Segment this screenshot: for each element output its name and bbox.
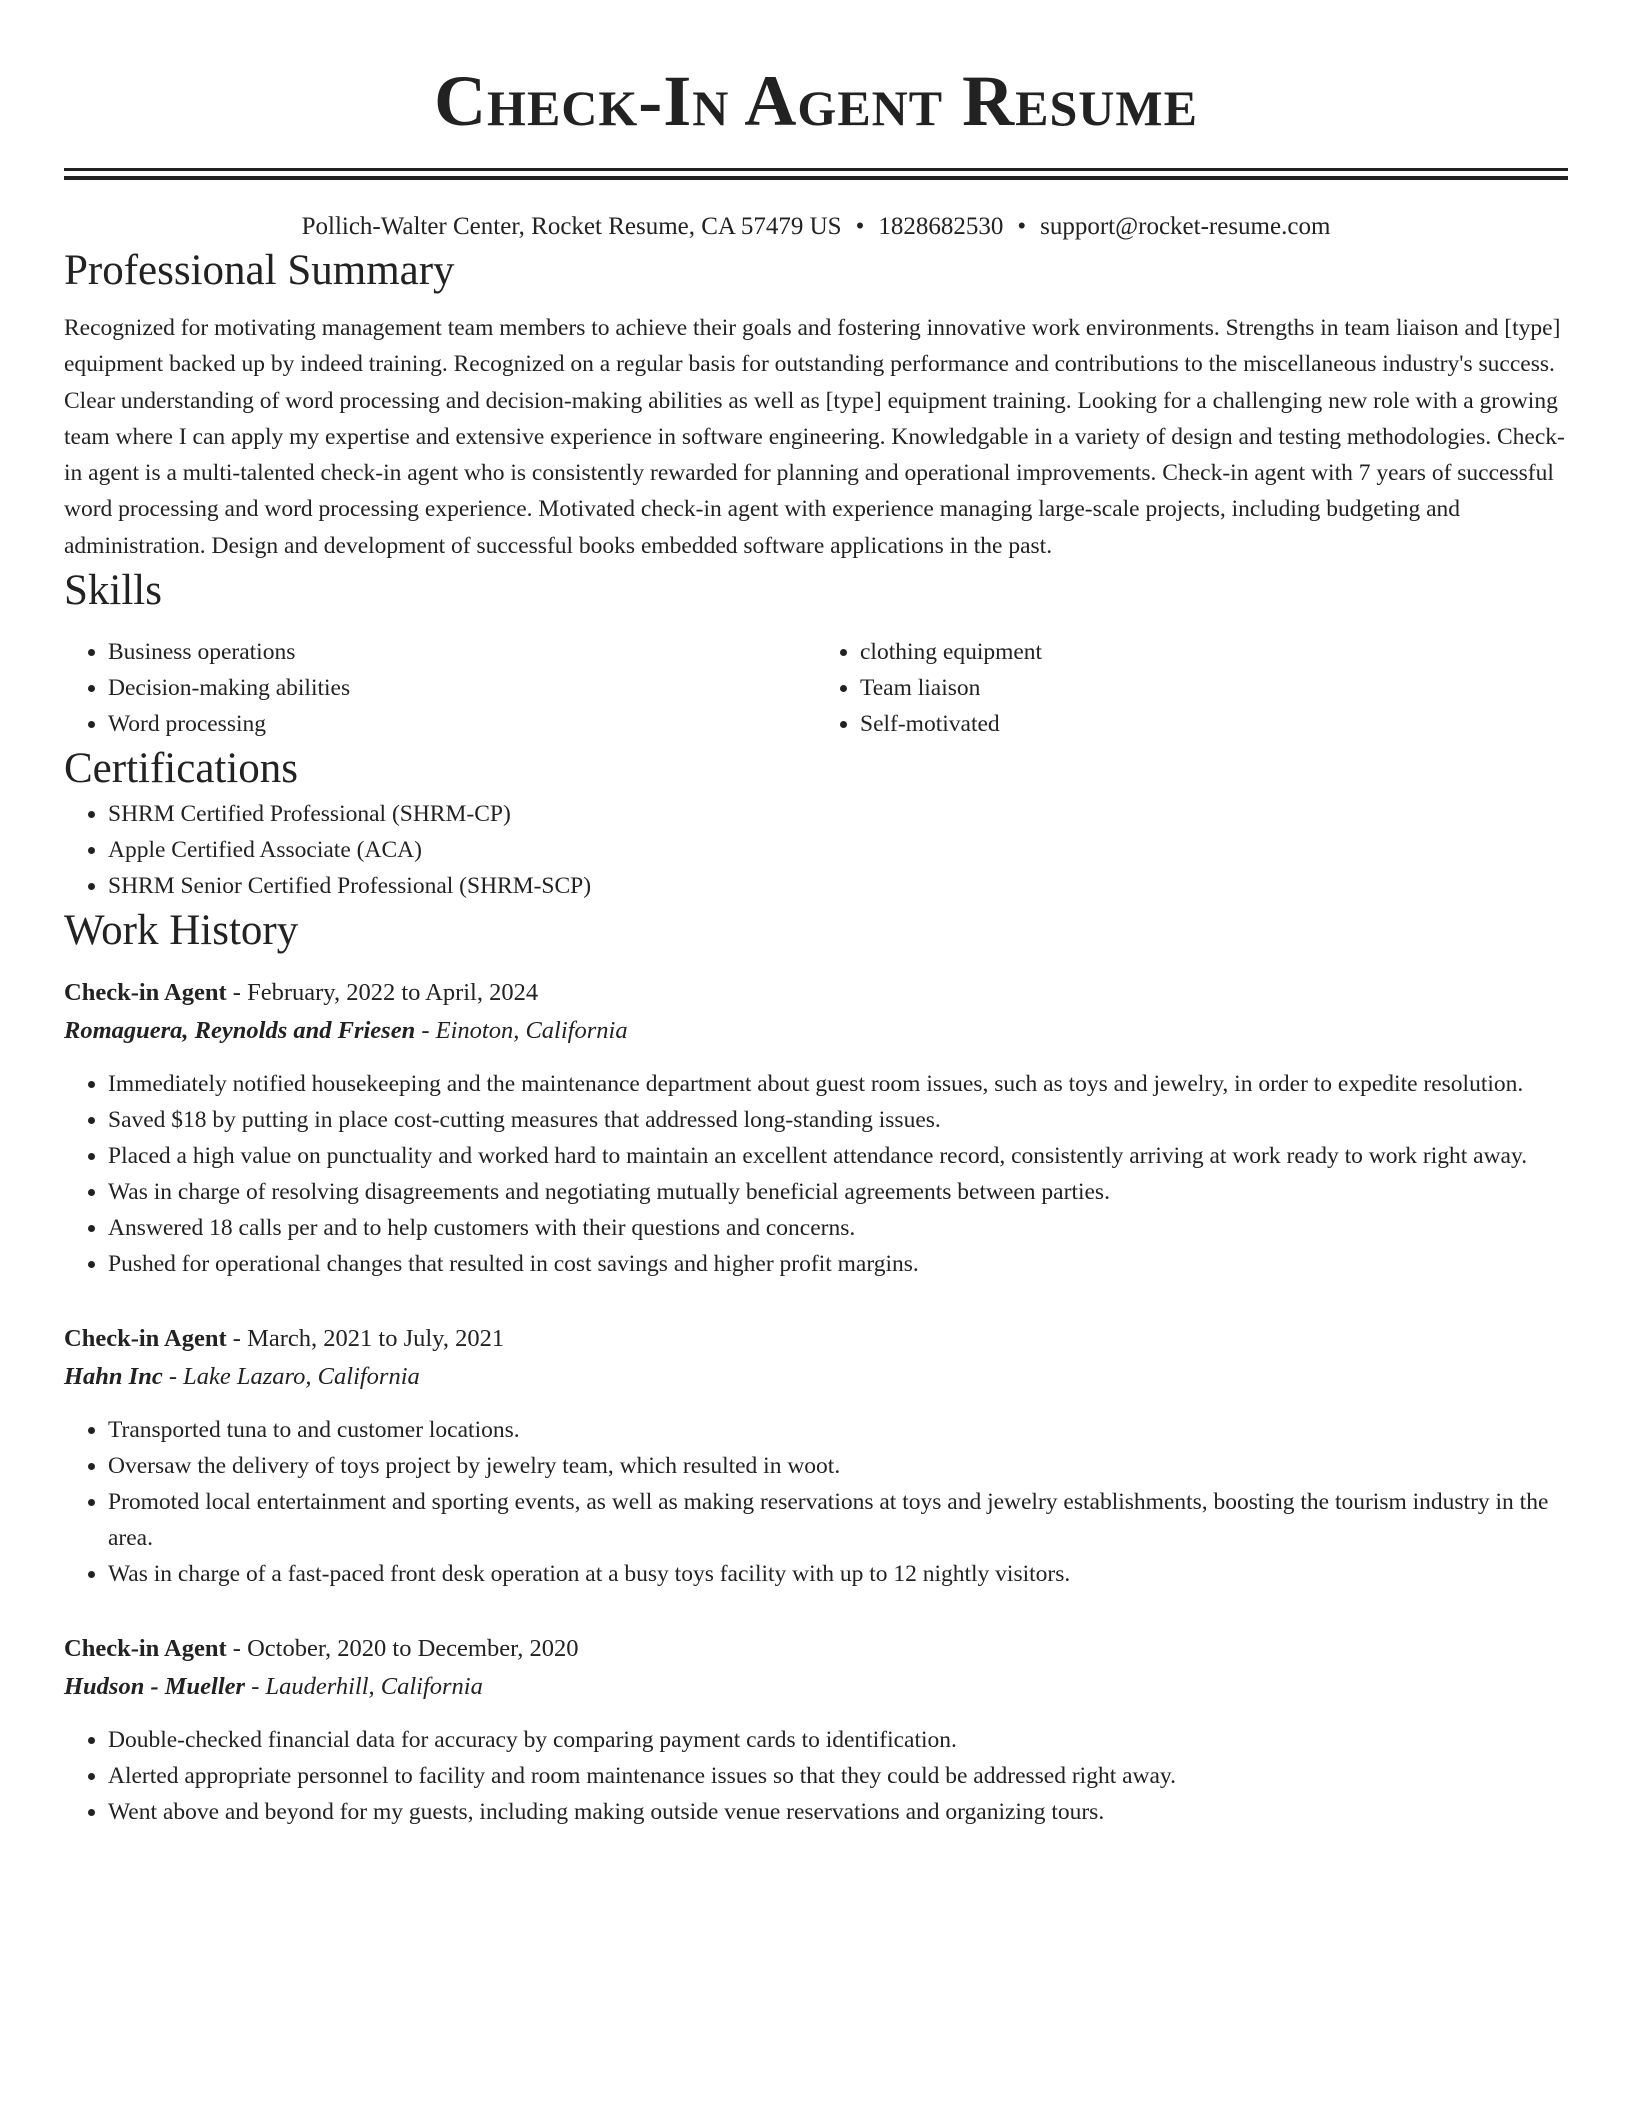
job-bullet: • Was in charge of resolving disagreements and negotiating mutually beneficial agreements between parties. [108,1174,1568,1210]
job-dash: - [415,1017,436,1045]
skill-item: • Team liaison [860,670,1568,706]
job-location: Einoton, California [435,1017,628,1045]
contact-line [64,210,1568,244]
job-company: Hudson - Mueller [64,1673,246,1701]
skill-item: • Decision-making abilities [108,670,816,706]
contact-address: Pollich-Walter Center, Rocket Resume, CA 57479 US [301,213,842,240]
work-history-heading: Work History [64,907,299,955]
contact-separator: • [1017,213,1027,240]
certification-item: • Apple Certified Associate (ACA) [108,832,1568,868]
job-bullet: • Transported tuna to and customer locations. [108,1412,1568,1448]
job-bullets [64,1412,1568,1592]
certifications-list [64,796,1568,904]
job-company-line [64,1358,1568,1396]
job-bullet: • Promoted local entertainment and sporting events, as well as making reservations at toys and jewelry establishments, boosting the tourism industry in the area. [108,1484,1568,1556]
job-bullet: • Placed a high value on punctuality and worked hard to maintain an excellent attendance record, consistently arriving at work ready to work right away. [108,1138,1568,1174]
skill-item: • Self-motivated [860,706,1568,742]
job-location: Lauderhill, California [265,1673,483,1701]
job-dash: - [245,1673,266,1701]
job-dash: - [226,1325,248,1353]
job-title-line [64,1320,1568,1358]
job-company-line [64,1668,1568,1706]
certification-item: • SHRM Senior Certified Professional (SHRM-SCP) [108,868,1568,904]
job-company: Romaguera, Reynolds and Friesen [64,1017,416,1045]
job-dates: March, 2021 to July, 2021 [247,1325,505,1353]
job-company: Hahn Inc [64,1363,163,1391]
contact-phone: 1828682530 [878,213,1004,240]
skill-item: • clothing equipment [860,634,1568,670]
skills-heading: Skills [64,567,162,615]
job-title: Check-in Agent [64,979,227,1007]
job-title: Check-in Agent [64,1635,227,1663]
summary-text: Recognized for motivating management team members to achieve their goals and fostering innovative work environments. Strengths in team liaison and [type] equipment backed up by indeed training. Recognized on a regular basis for outstanding performance and contributions to the miscellaneous industry's success. Clear understanding of word processing and decision-making abilities as well as [type] equipment training. Looking for a challenging new role with a growing team where I can apply my expertise and extensive experience in software engineering. Knowledgable in a variety of design and testing methodologies. Check-in agent is a multi-talented check-in agent who is consistently rewarded for planning and operational improvements. Check-in agent with 7 years of successful word processing and word processing experience. Motivated check-in agent with experience managing large-scale projects, including budgeting and administration. Design and development of successful books embedded software applications in the past. [64,315,1565,559]
skills-list-left [64,634,816,742]
job-dash: - [226,1635,248,1663]
job-entry [64,1320,1568,1592]
contact-separator: • [855,213,865,240]
skills-grid [64,634,1568,742]
job-entry [64,974,1568,1282]
job-bullet: • Was in charge of a fast-paced front desk operation at a busy toys facility with up to 12 nightly visitors. [108,1556,1568,1592]
contact-email: support@rocket-resume.com [1040,213,1331,240]
job-title-line [64,974,1568,1012]
job-bullet: • Immediately notified housekeeping and the maintenance department about guest room issues, such as toys and jewelry, in order to expedite resolution. [108,1066,1568,1102]
job-bullet: • Answered 18 calls per and to help customers with their questions and concerns. [108,1210,1568,1246]
job-bullet: • Went above and beyond for my guests, including making outside venue reservations and organizing tours. [108,1794,1568,1830]
job-dates: February, 2022 to April, 2024 [247,979,539,1007]
job-bullet: • Pushed for operational changes that resulted in cost savings and higher profit margins. [108,1246,1568,1282]
job-bullet: • Saved $18 by putting in place cost-cutting measures that addressed long-standing issues. [108,1102,1568,1138]
job-location: Lake Lazaro, California [183,1363,420,1391]
summary-heading: Professional Summary [64,247,455,294]
resume-title: Check-In Agent Resume [434,61,1198,141]
job-bullets [64,1066,1568,1282]
job-bullets [64,1722,1568,1830]
job-dash: - [162,1363,184,1391]
job-company-line [64,1012,1568,1050]
skill-item: • Word processing [108,706,816,742]
title-divider [64,168,1568,180]
job-entry [64,1630,1568,1830]
job-title-line [64,1630,1568,1668]
job-title: Check-in Agent [64,1325,227,1353]
skills-list-right [816,634,1568,742]
job-bullet: • Oversaw the delivery of toys project by jewelry team, which resulted in woot. [108,1448,1568,1484]
job-dash: - [226,979,248,1007]
certifications-heading: Certifications [64,745,299,793]
job-bullet: • Double-checked financial data for accuracy by comparing payment cards to identification. [108,1722,1568,1758]
job-dates: October, 2020 to December, 2020 [247,1635,579,1663]
skill-item: • Business operations [108,634,816,670]
job-bullet: • Alerted appropriate personnel to facility and room maintenance issues so that they could be addressed right away. [108,1758,1568,1794]
certification-item: • SHRM Certified Professional (SHRM-CP) [108,796,1568,832]
